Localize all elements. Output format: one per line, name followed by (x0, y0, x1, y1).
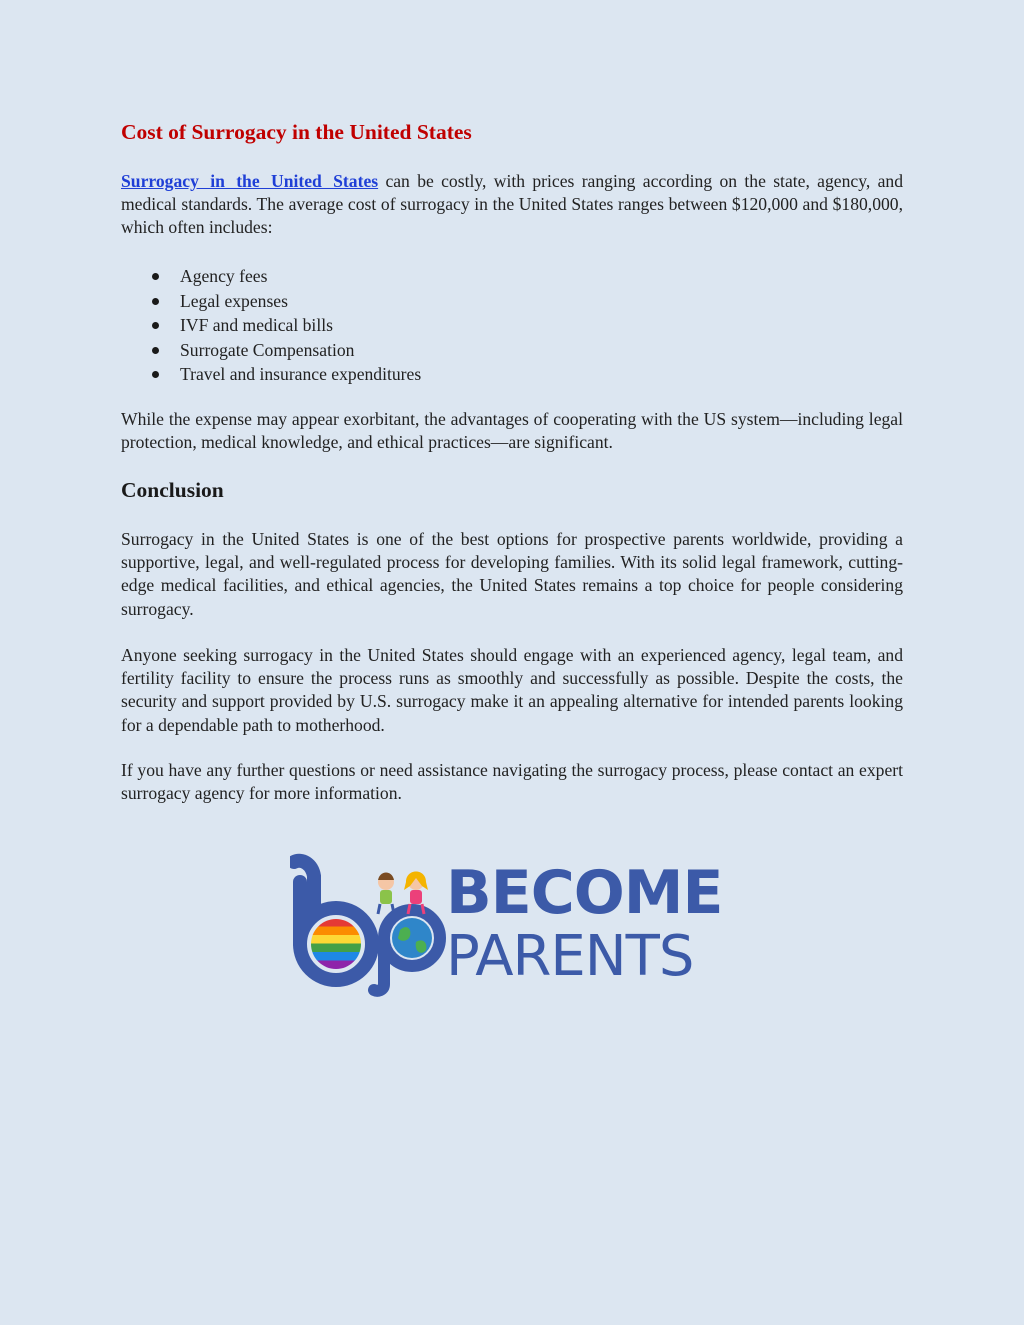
conclusion-paragraph: Anyone seeking surrogacy in the United States should engage with an experienced agency, legal team, and fertility facility to ensure the process runs as smoothly and successfully as possible. Despite the costs, the security and support provided by U.S. surrogacy make it an appealing alternative for intended parents looking for a dependable path to motherhood. (121, 645, 903, 735)
intro-text: can be costly, with prices ranging according on the state, agency, and medical standards. The average cost of surrogacy in the United States ranges between $120,000 and $180,000, which often includes: (121, 171, 903, 238)
conclusion-heading: Conclusion (121, 478, 224, 502)
cost-items-list (121, 264, 421, 387)
logo-text-parents: PARENTS (446, 924, 694, 989)
page-title: Cost of Surrogacy in the United States (121, 120, 472, 144)
surrogacy-usa-link[interactable]: Surrogacy in the United States (121, 171, 379, 191)
bullet-icon (152, 347, 159, 354)
list-item: Agency fees (121, 264, 421, 289)
bullet-icon (152, 273, 159, 280)
logo-text-become: BECOME (446, 858, 723, 928)
conclusion-paragraph: Surrogacy in the United States is one of the best options for prospective parents worldwide, providing a supportive, legal, and well-regulated process for developing families. With its solid legal framework, cutting-edge medical facilities, and ethical agencies, the United States remains a top choice for people considering surrogacy. (121, 529, 903, 619)
logo-mark-icon (290, 852, 450, 997)
list-item: Legal expenses (121, 289, 421, 314)
list-item: Travel and insurance expenditures (121, 362, 421, 387)
bullet-icon (152, 298, 159, 305)
list-item: IVF and medical bills (121, 313, 421, 338)
intro-paragraph (121, 170, 903, 240)
expense-paragraph: While the expense may appear exorbitant, the advantages of cooperating with the US system—including legal protection, medical knowledge, and ethical practices—are significant. (121, 409, 903, 453)
list-item: Surrogate Compensation (121, 338, 421, 363)
conclusion-paragraph: If you have any further questions or need assistance navigating the surrogacy process, please contact an expert surrogacy agency for more information. (121, 760, 903, 804)
become-parents-logo (290, 852, 730, 997)
bullet-icon (152, 371, 159, 378)
bullet-icon (152, 322, 159, 329)
